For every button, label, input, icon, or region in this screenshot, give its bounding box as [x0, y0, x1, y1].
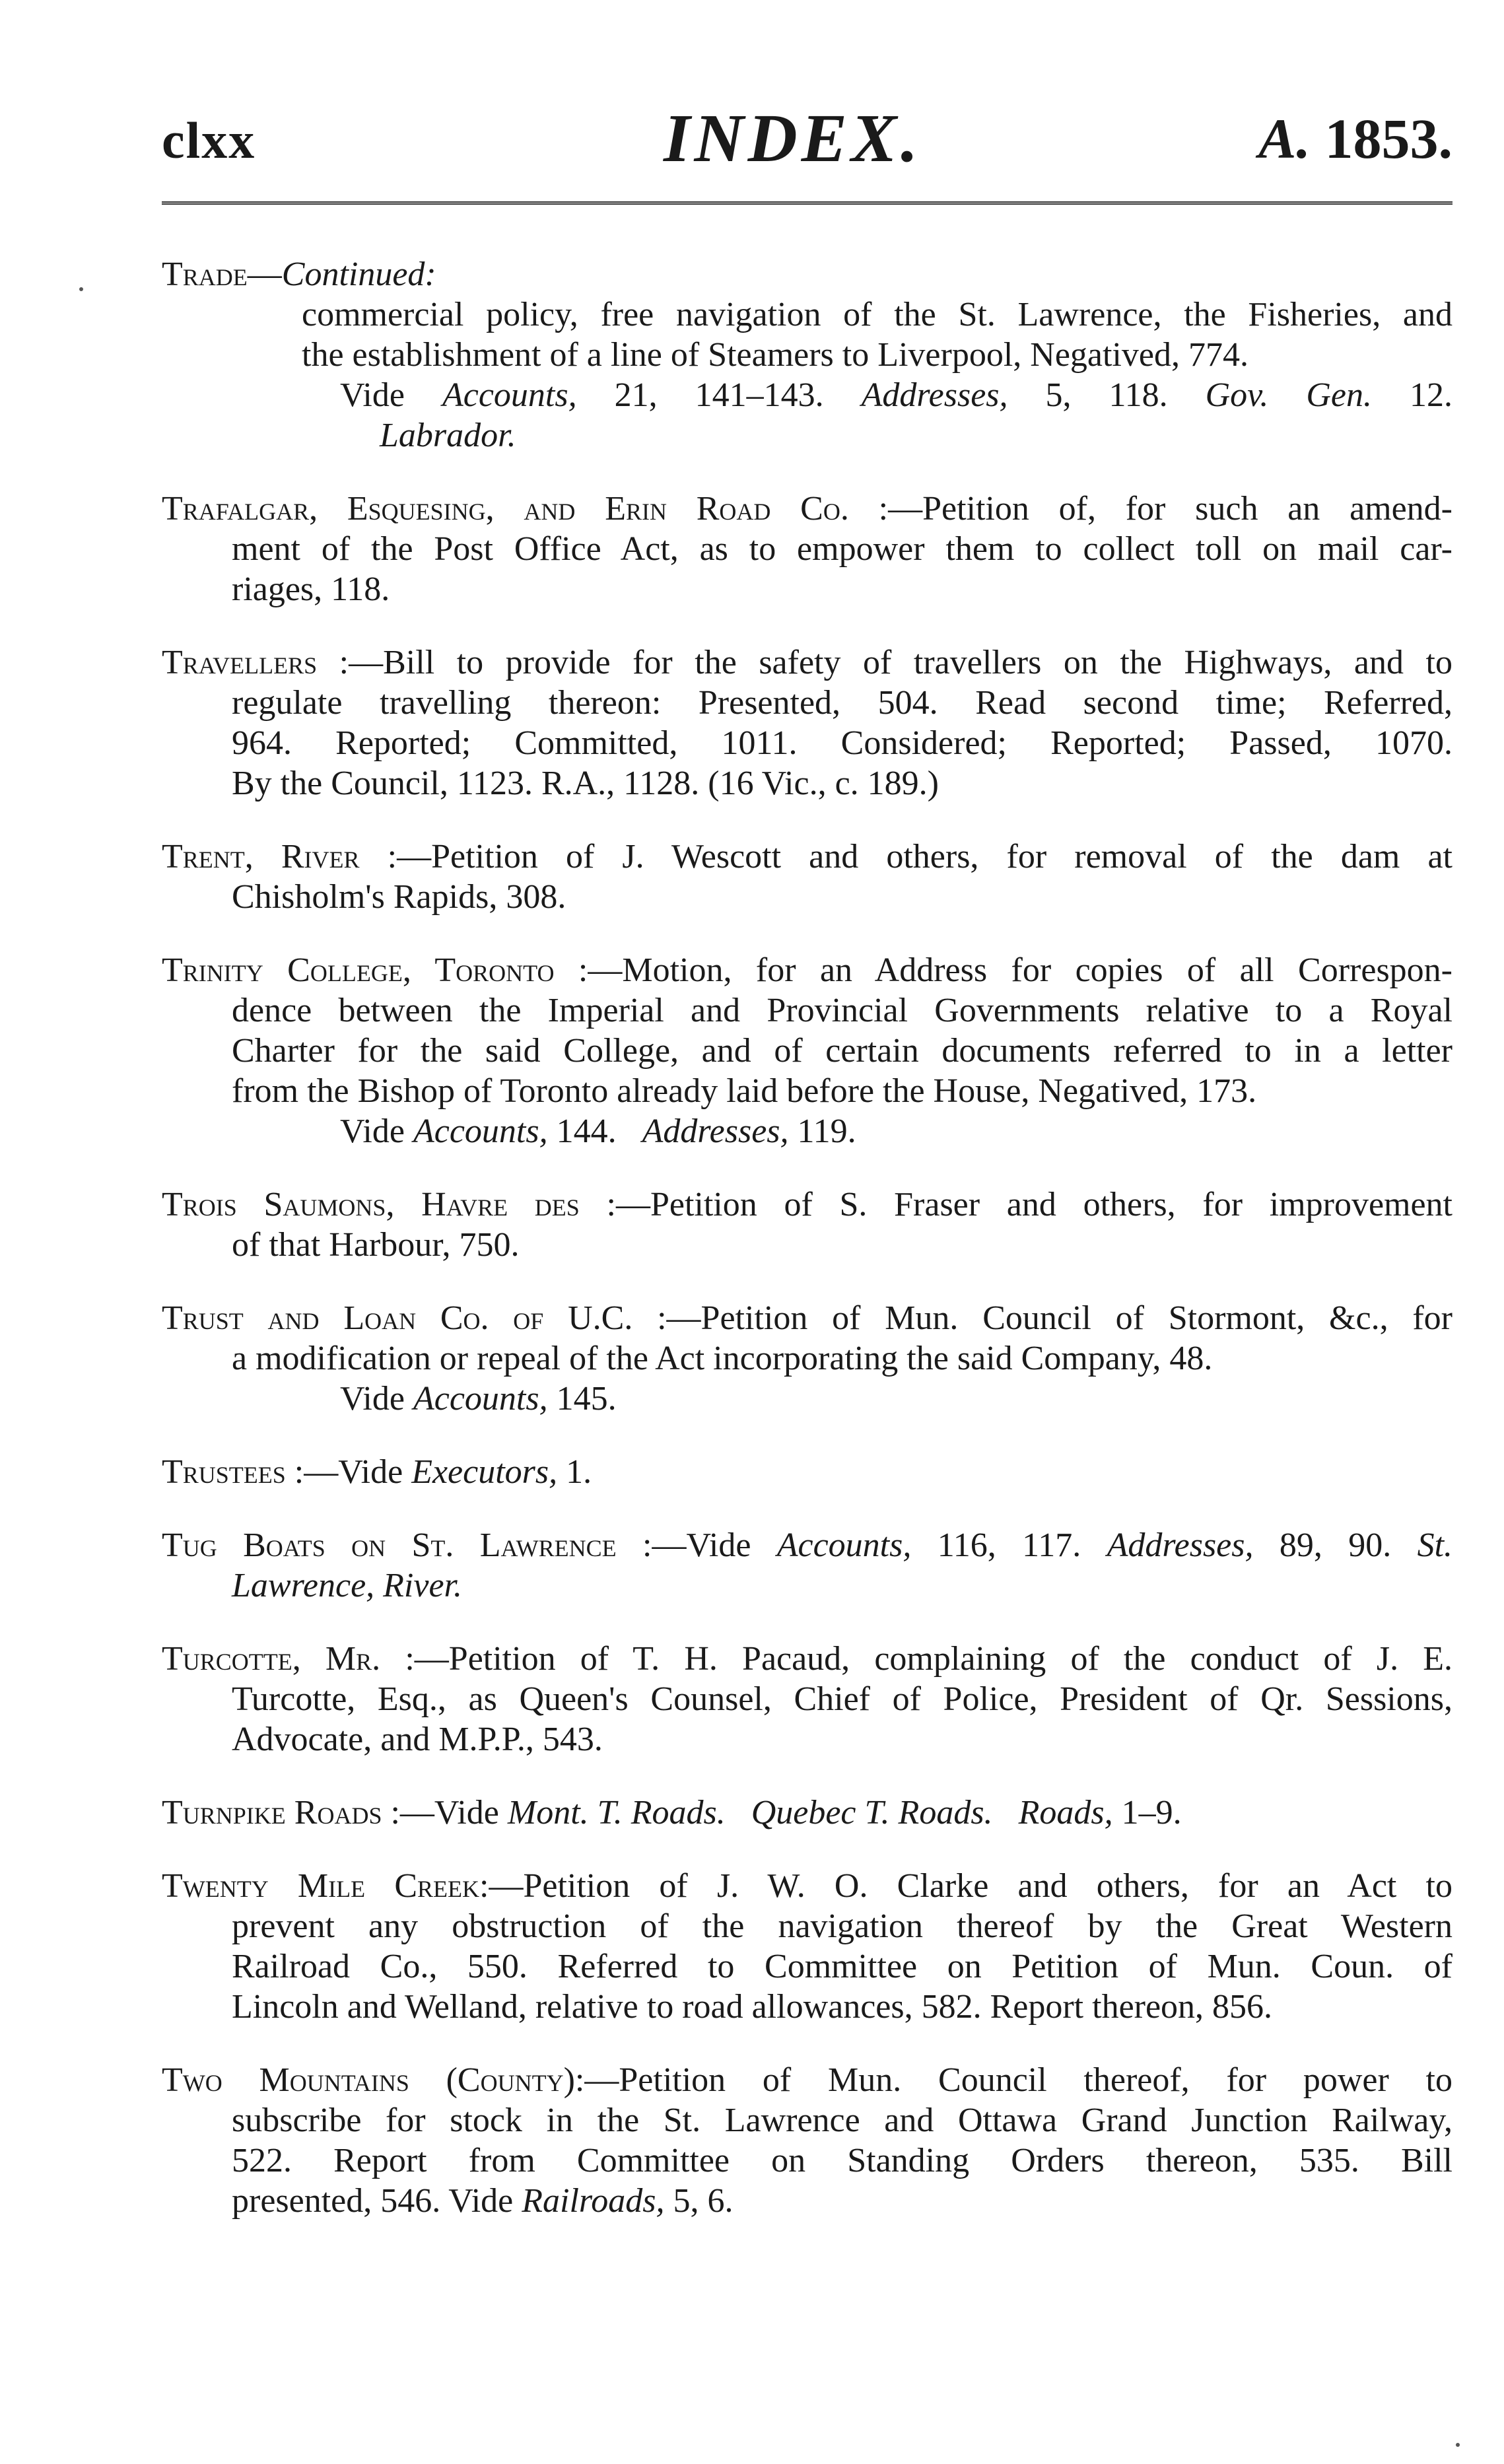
- entry-heading: Trent, River: [162, 838, 360, 875]
- entry-text: a modification or repeal of the Act incorporating the said Company, 48.: [232, 1340, 1213, 1377]
- entry-heading: Trinity College, Toronto: [162, 951, 555, 989]
- vide-ref: Railroads,: [522, 2182, 665, 2220]
- year-letter: A.: [1258, 107, 1311, 170]
- vide-ref: Labrador.: [380, 417, 516, 454]
- entry-trinity-college: Trinity College, Toronto :—Motion, for an Address for copies of all Correspon- dence between the Imperial and Provincial Governments relative to a Royal Charter for the said College, and of certain documents referred to in a letter from the Bishop of Toronto already laid before the House, Negatived, 173. Vide Accounts, 144. Addresses, 119.: [162, 951, 1453, 1150]
- entry-trafalgar: Trafalgar, Esquesing, and Erin Road Co. :—Petition of, for such an amend- ment of the Post Office Act, as to empower them to collect toll on mail car- riages, 118.: [162, 490, 1453, 608]
- vide-ref: Accounts,: [776, 1526, 912, 1564]
- vide-line: Vide Accounts, 145.: [340, 1380, 617, 1418]
- vide-ref: Addresses,: [861, 376, 1008, 414]
- vide-ref: Executors,: [411, 1453, 558, 1491]
- entry-heading: Trade: [162, 256, 248, 293]
- entry-heading: Two Mountains (County): [162, 2061, 575, 2099]
- entry-text: Railroad Co., 550. Referred to Committee on Petition of Mun. Coun. of: [232, 1948, 1453, 1985]
- entry-text: subscribe for stock in the St. Lawrence and Ottawa Grand Junction Railway,: [232, 2102, 1453, 2139]
- entry-text: of that Harbour, 750.: [232, 1226, 520, 1264]
- entry-heading: Turcotte, Mr.: [162, 1640, 381, 1678]
- vide-ref: Accounts,: [442, 376, 577, 414]
- vide-ref: Gov. Gen.: [1205, 376, 1373, 414]
- vide-ref: Addresses,: [642, 1112, 789, 1150]
- entry-heading: Tug Boats on St. Lawrence: [162, 1526, 617, 1564]
- vide-ref: St.: [1417, 1526, 1453, 1564]
- entry-text: Charter for the said College, and of certain documents referred to in a letter: [232, 1032, 1453, 1070]
- entry-two-mountains: Two Mountains (County):—Petition of Mun. Council thereof, for power to subscribe for stock in the St. Lawrence and Ottawa Grand Junction Railway, 522. Report from Committee on Standing Orders thereon, 535. Bill presented, 546. Vide Railroads, 5, 6.: [162, 2061, 1453, 2220]
- entry-text: from the Bishop of Toronto already laid before the House, Negatived, 173.: [232, 1072, 1257, 1110]
- entry-text: prevent any obstruction of the navigation thereof by the Great Western: [232, 1907, 1453, 1945]
- entry-travellers: Travellers :—Bill to provide for the safety of travellers on the Highways, and to regulate travelling thereon: Presented, 504. Read second time; Referred, 964. Reported; Committed, 1011. Considered; Reported; Passed, 1070. By the Council, 1123. R.A., 1128. (16 Vic., c. 189.): [162, 644, 1453, 802]
- entry-trustees: Trustees :—Vide Executors, 1.: [162, 1453, 592, 1491]
- entry-text: 522. Report from Committee on Standing Orders thereon, 535. Bill: [232, 2142, 1453, 2179]
- page-title: INDEX.: [664, 100, 922, 176]
- entry-text: ment of the Post Office Act, as to empower them to collect toll on mail car-: [232, 530, 1453, 568]
- year: 1853.: [1324, 107, 1453, 170]
- entry-heading: Trustees: [162, 1453, 286, 1491]
- entry-twenty-mile-creek: Twenty Mile Creek:—Petition of J. W. O. Clarke and others, for an Act to prevent any obstruction of the navigation thereof by the Great Western Railroad Co., 550. Referred to Committee on Petition of Mun. Coun. of Lincoln and Welland, relative to road allowances, 582. Report thereon, 856.: [162, 1867, 1453, 2026]
- vide-line: Vide Accounts, 21, 141–143. Addresses, 5, 118. Gov. Gen. 12.: [340, 376, 1453, 414]
- entry-heading: Trafalgar, Esquesing, and Erin Road Co.: [162, 490, 849, 528]
- entry-trust-and-loan: Trust and Loan Co. of U.C. :—Petition of Mun. Council of Stormont, &c., for a modification or repeal of the Act incorporating the said Company, 48. Vide Accounts, 145.: [162, 1299, 1453, 1418]
- header-rule: [162, 201, 1453, 205]
- entry-heading: Travellers: [162, 644, 318, 681]
- index-entries: [162, 254, 1453, 2254]
- entry-turcotte: Turcotte, Mr. :—Petition of T. H. Pacaud, complaining of the conduct of J. E. Turcotte, Esq., as Queen's Counsel, Chief of Police, President of Qr. Sessions, Advocate, and M.P.P., 543.: [162, 1640, 1453, 1758]
- entry-trois-saumons: Trois Saumons, Havre des :—Petition of S. Fraser and others, for improvement of that Harbour, 750.: [162, 1186, 1453, 1264]
- vide-line: Vide Accounts, 144. Addresses, 119.: [340, 1112, 856, 1150]
- entry-text: Turcotte, Esq., as Queen's Counsel, Chief of Police, President of Qr. Sessions,: [232, 1680, 1453, 1718]
- vide-ref: Accounts,: [413, 1380, 548, 1418]
- entry-trent: Trent, River :—Petition of J. Wescott and others, for removal of the dam at Chisholm's Rapids, 308.: [162, 838, 1453, 916]
- vide-ref: Addresses,: [1107, 1526, 1254, 1564]
- entry-text: 964. Reported; Committed, 1011. Considered; Reported; Passed, 1070.: [232, 724, 1453, 762]
- entry-text: Lincoln and Welland, relative to road allowances, 582. Report thereon, 856.: [232, 1988, 1273, 2026]
- ink-speck: [1456, 2443, 1460, 2447]
- entry-trade: Trade—Continued: commercial policy, free navigation of the St. Lawrence, the Fisheries, and the establishment of a line of Steamers to Liverpool, Negatived, 774. Vide Accounts, 21, 141–143. Addresses, 5, 118. Gov. Gen. 12. Labrador.: [162, 256, 1453, 454]
- entry-text: Advocate, and M.P.P., 543.: [232, 1721, 603, 1758]
- entry-heading: Turnpike Roads: [162, 1794, 382, 1831]
- vide-ref: Lawrence, River.: [232, 1567, 462, 1604]
- entry-text: the establishment of a line of Steamers to Liverpool, Negatived, 774.: [302, 336, 1248, 374]
- entry-heading: Trust and Loan Co. of U.C.: [162, 1299, 633, 1337]
- entry-text: commercial policy, free navigation of the St. Lawrence, the Fisheries, and: [302, 296, 1453, 333]
- page-number: clxx: [162, 112, 256, 169]
- entry-text: dence between the Imperial and Provincial Governments relative to a Royal: [232, 992, 1453, 1029]
- entry-text: regulate travelling thereon: Presented, 504. Read second time; Referred,: [232, 684, 1453, 722]
- entry-turnpike-roads: Turnpike Roads :—Vide Mont. T. Roads. Quebec T. Roads. Roads, 1–9.: [162, 1794, 1182, 1831]
- entry-tug-boats: Tug Boats on St. Lawrence :—Vide Accounts, 116, 117. Addresses, 89, 90. St. Lawrence, River.: [162, 1526, 1453, 1604]
- year-label: [1258, 106, 1453, 172]
- page-header: [162, 99, 1453, 178]
- vide-ref: Quebec T. Roads.: [751, 1794, 993, 1831]
- entry-heading: Twenty Mile Creek: [162, 1867, 479, 1905]
- entry-text: Chisholm's Rapids, 308.: [232, 878, 566, 916]
- vide-ref: Mont. T. Roads.: [507, 1794, 726, 1831]
- ink-speck: [79, 287, 83, 291]
- vide-ref: Accounts,: [413, 1112, 548, 1150]
- entry-text: By the Council, 1123. R.A., 1128. (16 Vic., c. 189.): [232, 765, 939, 802]
- entry-heading: Trois Saumons, Havre des: [162, 1186, 580, 1223]
- vide-ref: Roads,: [1018, 1794, 1113, 1831]
- entry-text: riages, 118.: [232, 570, 390, 608]
- continued-label: Continued:: [281, 256, 436, 293]
